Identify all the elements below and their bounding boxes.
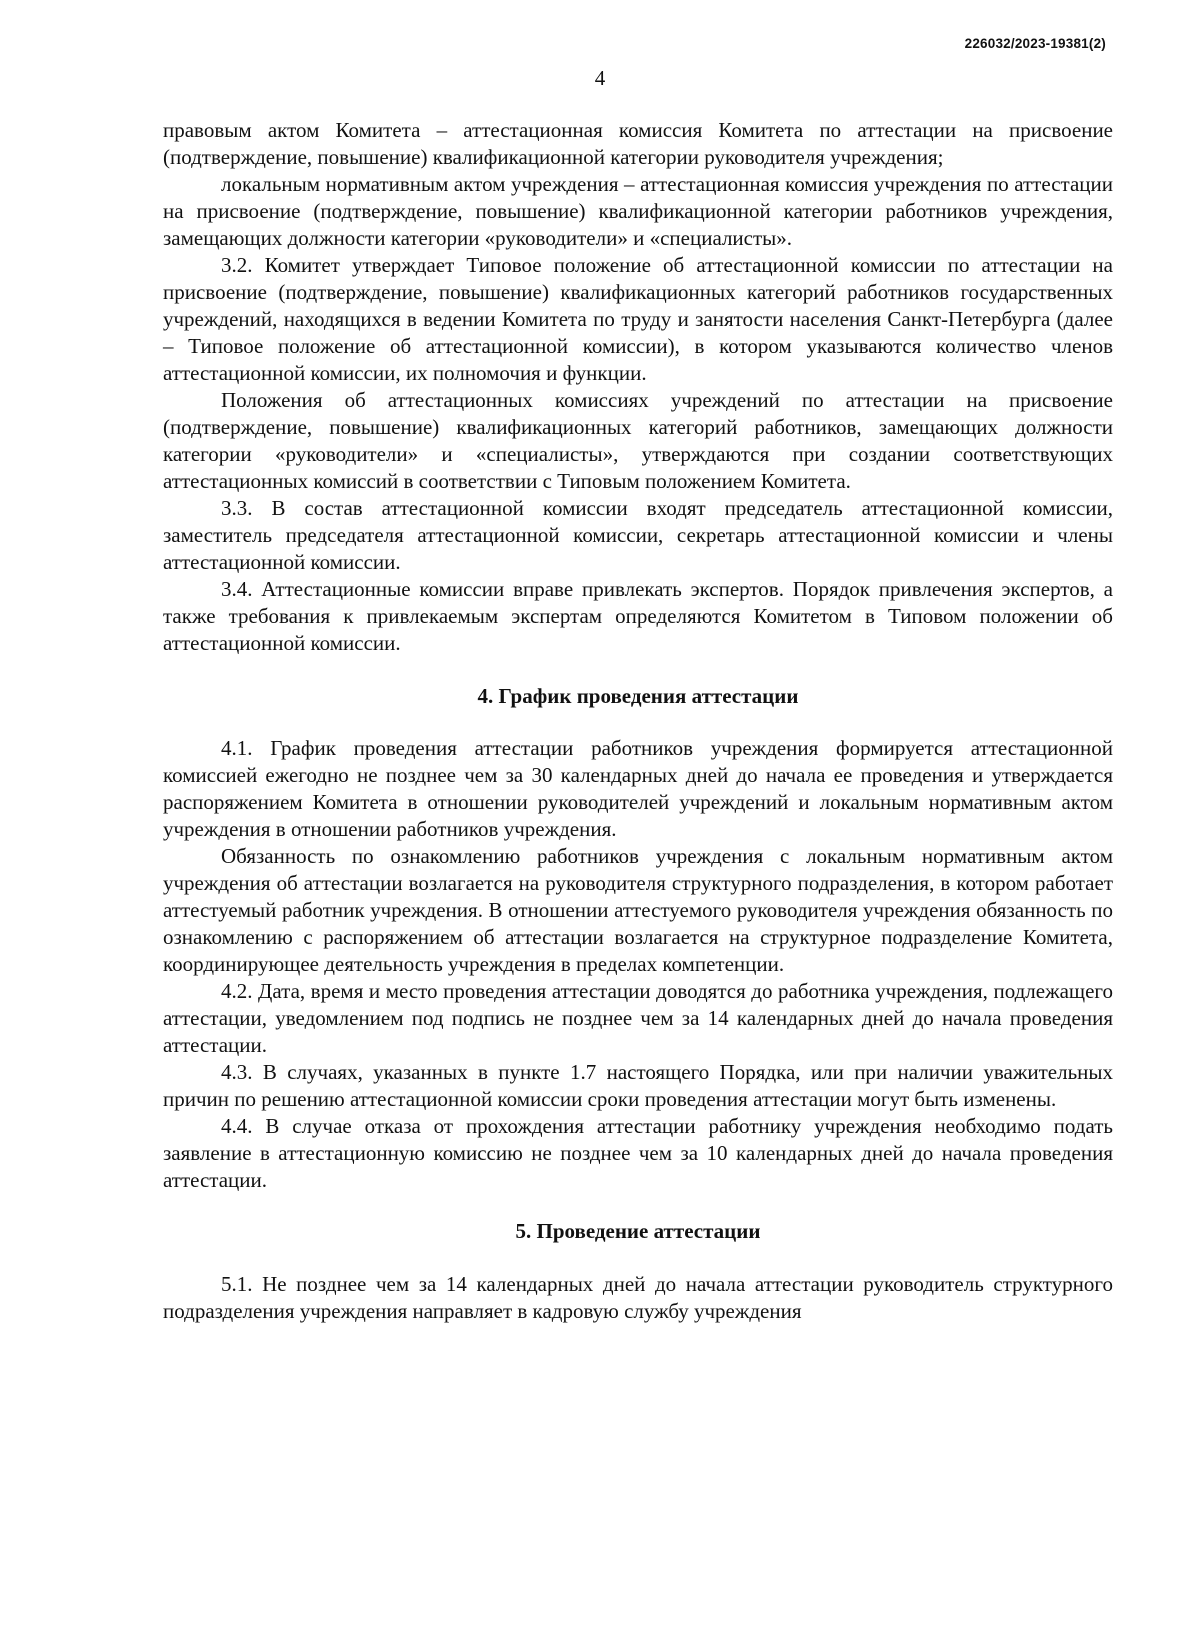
paragraph-3-4: 3.4. Аттестационные комиссии вправе привлекать экспертов. Порядок привлечения экспертов, а также требования к привлекаемым экспертам определяются Комитетом в Типовом положении об аттестационной комиссии.: [163, 577, 1113, 655]
paragraph: локальным нормативным актом учреждения – аттестационная комиссия учреждения по аттестации на присвоение (подтверждение, повышение) квалификационной категории работников учреждения, замещающих должности категории «руководители» и «специалисты».: [163, 172, 1113, 250]
paragraph: правовым актом Комитета – аттестационная комиссия Комитета по аттестации на присвоение (подтверждение, повышение) квалификационной категории руководителя учреждения;: [163, 118, 1113, 169]
paragraph-3-3: 3.3. В состав аттестационной комиссии входят председатель аттестационной комиссии, заместитель председателя аттестационной комиссии, секретарь аттестационной комиссии и члены аттестационной комиссии.: [163, 496, 1113, 574]
paragraph-4-1: 4.1. График проведения аттестации работников учреждения формируется аттестационной комиссией ежегодно не позднее чем за 30 календарных дней до начала ее проведения и утверждается распоряжением Комитета в отношении руководителей учреждений и локальным нормативным актом учреждения в отношении работников учреждения.: [163, 736, 1113, 841]
paragraph-5-1: 5.1. Не позднее чем за 14 календарных дней до начала аттестации руководитель структурного подразделения учреждения направляет в кадровую службу учреждения: [163, 1272, 1113, 1323]
document-registration-number: 226032/2023-19381(2): [964, 36, 1106, 51]
paragraph: Положения об аттестационных комиссиях учреждений по аттестации на присвоение (подтверждение, повышение) квалификационных категорий работников, замещающих должности категории «руководители» и «специалисты», утверждаются при создании соответствующих аттестационных комиссий в соответствии с Типовым положением Комитета.: [163, 388, 1113, 493]
document-body: [163, 117, 1113, 1325]
paragraph-3-2: 3.2. Комитет утверждает Типовое положение об аттестационной комиссии по аттестации на присвоение (подтверждение, повышение) квалификационных категорий работников государственных учреждений, находящихся в ведении Комитета по труду и занятости населения Санкт-Петербурга (далее – Типовое положение об аттестационной комиссии), в котором указываются количество членов аттестационной комиссии, их полномочия и функции.: [163, 253, 1113, 385]
paragraph-4-3: 4.3. В случаях, указанных в пункте 1.7 настоящего Порядка, или при наличии уважительных причин по решению аттестационной комиссии сроки проведения аттестации могут быть изменены.: [163, 1060, 1113, 1111]
section-5-heading: 5. Проведение аттестации: [515, 1219, 761, 1243]
paragraph: Обязанность по ознакомлению работников учреждения с локальным нормативным актом учреждения об аттестации возлагается на руководителя структурного подразделения, в котором работает аттестуемый работник учреждения. В отношении аттестуемого руководителя учреждения обязанность по ознакомлению с распоряжением об аттестации возлагается на структурное подразделение Комитета, координирующее деятельность учреждения в пределах компетенции.: [163, 844, 1113, 976]
paragraph-4-2: 4.2. Дата, время и место проведения аттестации доводятся до работника учреждения, подлежащего аттестации, уведомлением под подпись не позднее чем за 14 календарных дней до начала проведения аттестации.: [163, 979, 1113, 1057]
paragraph-4-4: 4.4. В случае отказа от прохождения аттестации работнику учреждения необходимо подать заявление в аттестационную комиссию не позднее чем за 10 календарных дней до начала проведения аттестации.: [163, 1114, 1113, 1192]
section-4-heading: 4. График проведения аттестации: [477, 684, 799, 708]
page-number: 4: [594, 66, 606, 90]
